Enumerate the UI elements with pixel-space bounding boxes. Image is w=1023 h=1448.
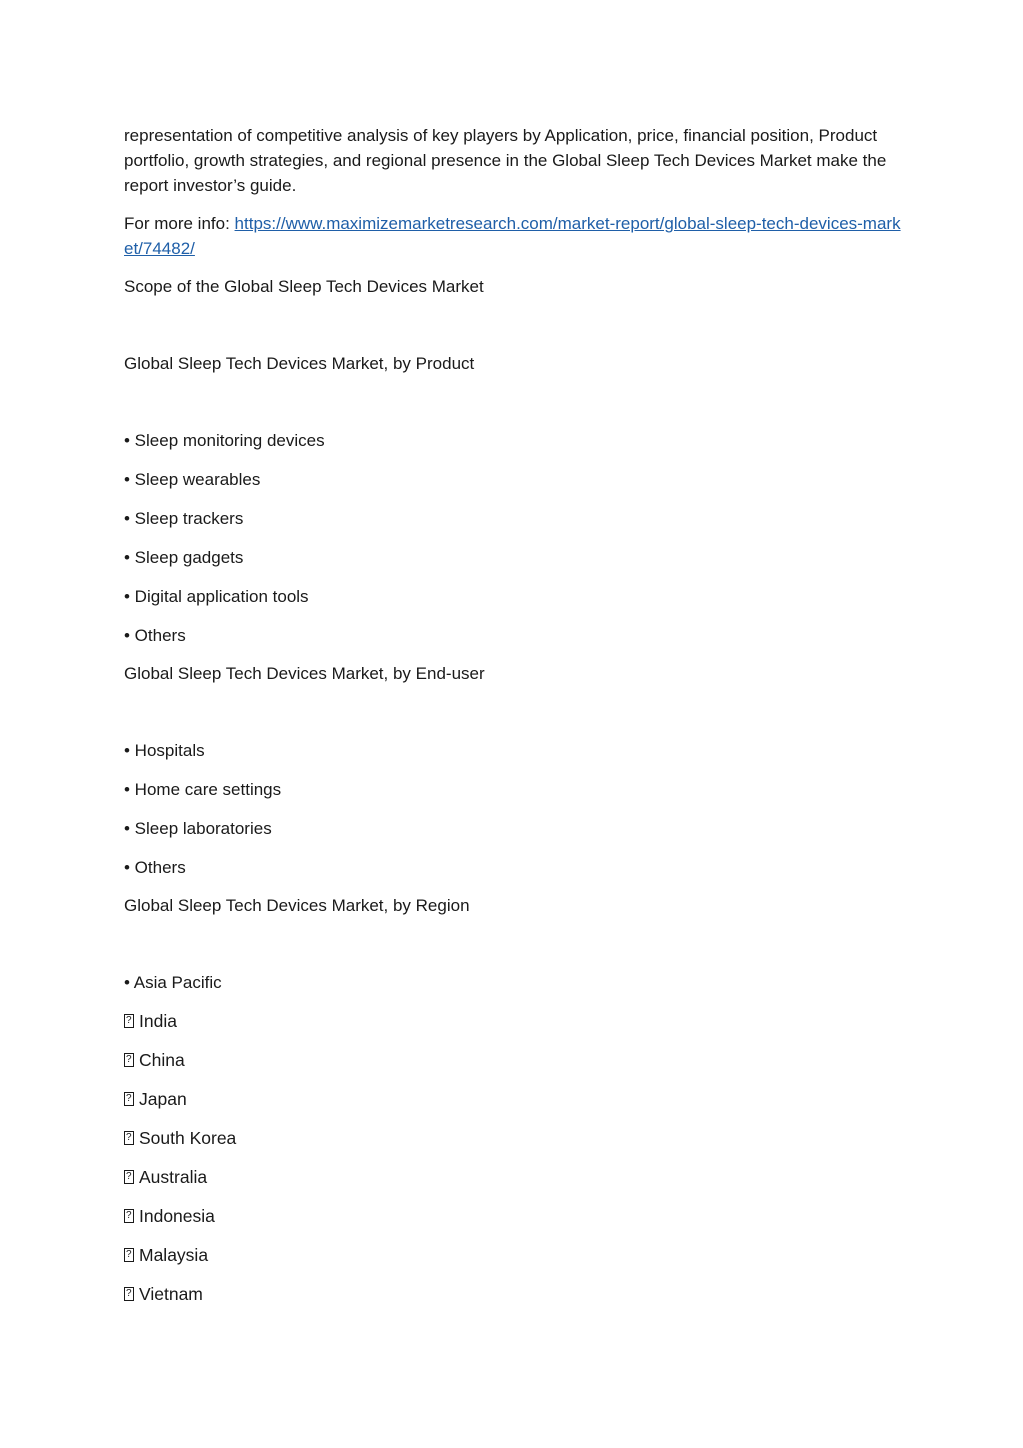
country-label: Malaysia (139, 1245, 209, 1265)
missing-glyph-icon (124, 1053, 134, 1067)
missing-glyph-icon (124, 1131, 134, 1145)
list-item-product: • Sleep monitoring devices (124, 431, 325, 450)
list-item-product: • Digital application tools (124, 587, 309, 606)
country-label: China (139, 1050, 185, 1070)
country-item (124, 1126, 904, 1151)
country-item (124, 1282, 904, 1307)
country-item (124, 1087, 904, 1112)
list-item-product: • Others (124, 626, 186, 645)
country-item (124, 1243, 904, 1268)
missing-glyph-icon (124, 1014, 134, 1028)
list-item-enduser: • Hospitals (124, 741, 205, 760)
missing-glyph-icon (124, 1287, 134, 1301)
country-label: South Korea (139, 1128, 237, 1148)
region-heading: Global Sleep Tech Devices Market, by Region (124, 896, 470, 915)
country-label: Japan (139, 1089, 187, 1109)
spacer (124, 699, 904, 738)
list-item-region: • Asia Pacific (124, 973, 222, 992)
country-label: Indonesia (139, 1206, 215, 1226)
country-item (124, 1204, 904, 1229)
enduser-heading: Global Sleep Tech Devices Market, by End-user (124, 664, 485, 683)
product-heading: Global Sleep Tech Devices Market, by Product (124, 354, 475, 373)
intro-paragraph: representation of competitive analysis of key players by Application, price, financial position, Product portfolio, growth strategies, and regional presence in the Global Sleep Tech Devices Market make the report investor’s guide. (124, 126, 887, 195)
country-label: Vietnam (139, 1284, 203, 1304)
scope-heading: Scope of the Global Sleep Tech Devices Market (124, 277, 484, 296)
report-link[interactable]: https://www.maximizemarketresearch.com/market-report/global-sleep-tech-devices-market/74482/ (124, 214, 901, 258)
list-item-enduser: • Home care settings (124, 780, 282, 799)
list-item-enduser: • Sleep laboratories (124, 819, 272, 838)
country-item (124, 1009, 904, 1034)
list-item-product: • Sleep trackers (124, 509, 244, 528)
list-item-product: • Sleep wearables (124, 470, 261, 489)
document-body (124, 123, 904, 1321)
spacer (124, 389, 904, 428)
more-info-label: For more info: (124, 214, 235, 233)
country-label: India (139, 1011, 177, 1031)
more-info-line (124, 211, 904, 261)
list-item-product: • Sleep gadgets (124, 548, 244, 567)
missing-glyph-icon (124, 1209, 134, 1223)
country-item (124, 1165, 904, 1190)
missing-glyph-icon (124, 1248, 134, 1262)
country-item (124, 1048, 904, 1073)
missing-glyph-icon (124, 1170, 134, 1184)
spacer (124, 931, 904, 970)
missing-glyph-icon (124, 1092, 134, 1106)
country-label: Australia (139, 1167, 208, 1187)
list-item-enduser: • Others (124, 858, 186, 877)
spacer (124, 312, 904, 351)
